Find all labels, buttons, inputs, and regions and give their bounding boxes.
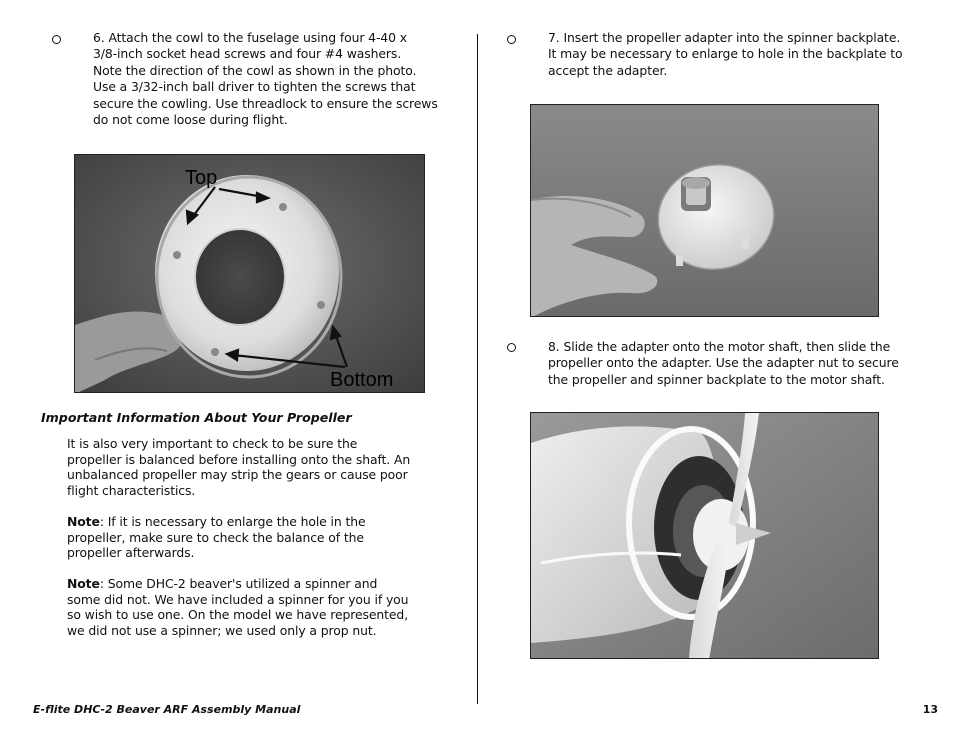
note-1 [67, 514, 437, 561]
propeller-paragraph [67, 436, 437, 498]
note-line: propeller, make sure to check the balance of the [67, 529, 364, 545]
step-7-text [548, 30, 928, 79]
propeller-photo-image [531, 413, 879, 659]
step-8-text [548, 339, 928, 388]
note-line: propeller afterwards. [67, 545, 195, 561]
step-7-line: accept the adapter. [548, 62, 668, 78]
step-6-line: 3/8-inch socket head screws and four #4 washers. [93, 46, 402, 62]
step-8-line: 8. Slide the adapter onto the motor shaft, then slide the [548, 339, 891, 354]
step-6-line: Use a 3/32-inch ball driver to tighten the screws that [93, 79, 416, 95]
step-6-line: secure the cowling. Use threadlock to ensure the screws [93, 95, 438, 111]
adapter-photo-image [531, 105, 879, 317]
step-8-line: propeller onto the adapter. Use the adapter nut to secure [548, 355, 899, 371]
step-7-line: 7. Insert the propeller adapter into the spinner backplate. [548, 30, 901, 45]
checkbox-step-7[interactable] [507, 35, 516, 44]
propeller-heading: Important Information About Your Propeller [41, 410, 352, 425]
checkbox-step-6[interactable] [52, 35, 61, 44]
paragraph-line: unbalanced propeller may strip the gears or cause poor [67, 467, 408, 483]
top-callout: Top [185, 167, 218, 189]
cowl-photo-image [75, 155, 425, 393]
note-line: some did not. We have included a spinner for you if you [67, 591, 409, 607]
note-2 [67, 576, 437, 638]
note-line: we did not use a spinner; we used only a prop nut. [67, 622, 377, 638]
footer-title: E-flite DHC-2 Beaver ARF Assembly Manual [33, 703, 301, 716]
bottom-callout: Bottom [330, 369, 394, 391]
step-6-line: 6. Attach the cowl to the fuselage using four 4-40 x [93, 30, 407, 45]
column-divider [477, 34, 478, 704]
step-7-line: It may be necessary to enlarge to hole in the backplate to [548, 46, 903, 62]
note-label: Note [67, 576, 100, 591]
note-label: Note [67, 514, 100, 529]
note-line: : If it is necessary to enlarge the hole in the [99, 514, 366, 529]
step-6-line: do not come loose during flight. [93, 112, 288, 128]
paragraph-line: It is also very important to check to be sure the [67, 436, 358, 451]
step-6-line: Note the direction of the cowl as shown in the photo. [93, 62, 417, 78]
step-8-line: the propeller and spinner backplate to the motor shaft. [548, 371, 885, 387]
cowl-photo [74, 154, 425, 393]
paragraph-line: flight characteristics. [67, 482, 196, 498]
step-6-text [93, 30, 453, 128]
propeller-photo [530, 412, 879, 659]
page-number: 13 [922, 703, 938, 716]
note-line: : Some DHC-2 beaver's utilized a spinner and [99, 576, 378, 591]
paragraph-line: propeller is balanced before installing onto the shaft. An [67, 451, 411, 467]
note-line: so wish to use one. On the model we have represented, [67, 607, 409, 623]
adapter-photo [530, 104, 879, 317]
checkbox-step-8[interactable] [507, 343, 516, 352]
